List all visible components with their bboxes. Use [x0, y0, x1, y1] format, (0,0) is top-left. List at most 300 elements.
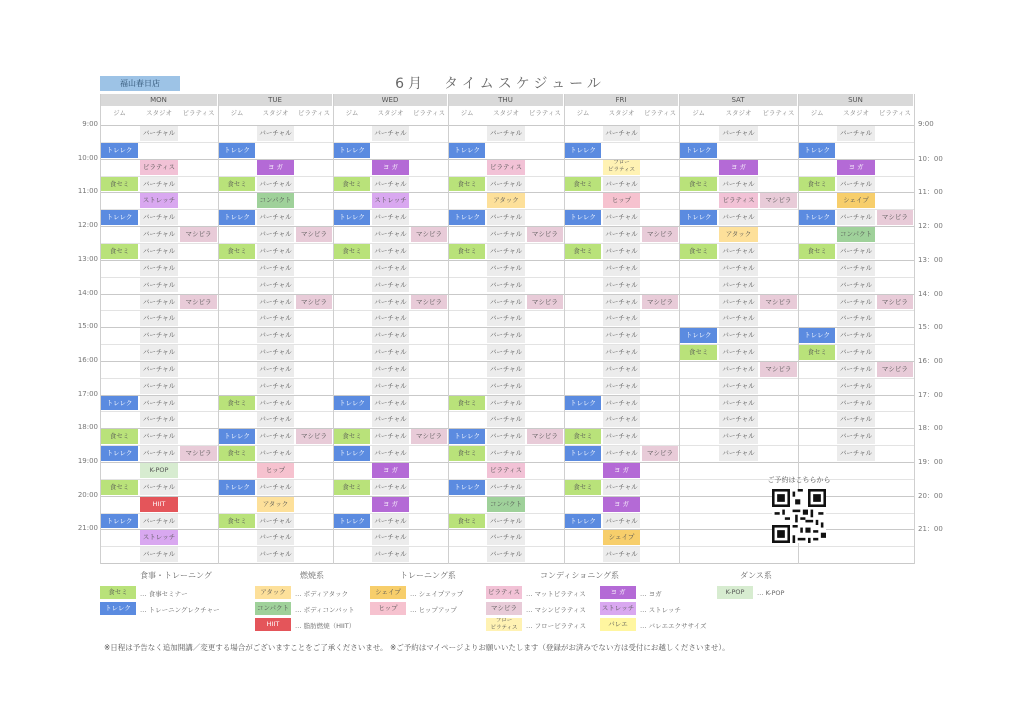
class-slot: トレレク: [449, 210, 485, 225]
time-label: 21：00: [918, 525, 943, 534]
class-slot: バーチャル: [719, 126, 757, 141]
class-slot: バーチャル: [257, 379, 294, 394]
column-header: ジム: [576, 109, 590, 117]
class-slot: ヨ ガ: [372, 463, 409, 478]
legend-label: … ヨガ: [640, 590, 662, 598]
class-slot: バーチャル: [487, 261, 524, 276]
class-slot: トレレク: [101, 210, 138, 225]
class-slot: バーチャル: [257, 126, 294, 141]
legend-badge: K-POP: [717, 586, 753, 599]
class-slot: マシピラ: [642, 227, 678, 242]
class-slot: バーチャル: [257, 429, 294, 444]
column-header: ジム: [113, 109, 126, 117]
class-slot: バーチャル: [140, 446, 178, 461]
class-slot: アタック: [487, 193, 524, 208]
class-slot: ヨ ガ: [372, 160, 409, 175]
class-slot: トレレク: [219, 480, 255, 495]
class-slot: 食セミ: [219, 177, 255, 192]
class-slot: バーチャル: [719, 177, 757, 192]
class-slot: トレレク: [565, 446, 601, 461]
legend-label: … 脂肪燃焼（HIIT）: [295, 622, 356, 630]
class-slot: バーチャル: [140, 345, 178, 360]
class-slot: バーチャル: [719, 396, 757, 411]
class-slot: バーチャル: [837, 345, 874, 360]
class-slot: バーチャル: [372, 210, 409, 225]
class-slot: バーチャル: [603, 345, 640, 360]
class-slot: バーチャル: [487, 396, 524, 411]
column-header: ピラティス: [298, 109, 330, 117]
class-slot: コンパクト: [837, 227, 874, 242]
class-slot: バーチャル: [837, 177, 874, 192]
day-header-mon: MON: [100, 94, 218, 106]
class-slot: バーチャル: [603, 429, 640, 444]
class-slot: バーチャル: [837, 429, 874, 444]
class-slot: マシピラ: [760, 193, 797, 208]
class-slot: バーチャル: [257, 412, 294, 427]
class-slot: バーチャル: [487, 480, 524, 495]
class-slot: 食セミ: [101, 177, 138, 192]
class-slot: ピラティス: [719, 193, 757, 208]
class-slot: バーチャル: [487, 210, 524, 225]
class-slot: トレレク: [219, 429, 255, 444]
column-header: ジム: [810, 109, 824, 117]
class-slot: バーチャル: [487, 177, 524, 192]
class-slot: ヨ ガ: [372, 497, 409, 512]
class-slot: バーチャル: [140, 514, 178, 529]
class-slot: フロー ピラティス: [603, 160, 640, 175]
class-slot: トレレク: [334, 396, 370, 411]
class-slot: バーチャル: [719, 328, 757, 343]
class-slot: マシピラ: [180, 295, 217, 310]
time-label: 15：00: [918, 323, 943, 332]
time-label: 17：00: [918, 390, 943, 399]
class-slot: バーチャル: [487, 311, 524, 326]
class-slot: バーチャル: [372, 514, 409, 529]
class-slot: バーチャル: [257, 261, 294, 276]
class-slot: トレレク: [334, 210, 370, 225]
legend-category: トレーニング系: [400, 571, 456, 580]
column-header: ピラティス: [878, 109, 911, 117]
class-slot: バーチャル: [372, 295, 409, 310]
class-slot: バーチャル: [603, 261, 640, 276]
class-slot: バーチャル: [372, 244, 409, 259]
class-slot: バーチャル: [603, 547, 640, 562]
time-label: 11:00: [77, 187, 98, 196]
class-slot: バーチャル: [719, 379, 757, 394]
column-header: スタジオ: [377, 109, 404, 117]
class-slot: バーチャル: [603, 295, 640, 310]
legend: [100, 570, 800, 640]
class-slot: バーチャル: [719, 261, 757, 276]
legend-label: … シェイプアップ: [410, 590, 464, 598]
legend-label: … マットピラティス: [526, 590, 586, 598]
class-slot: 食セミ: [680, 177, 717, 192]
class-slot: マシピラ: [527, 227, 563, 242]
class-slot: 食セミ: [565, 244, 601, 259]
time-label: 18:00: [77, 423, 98, 432]
class-slot: バーチャル: [257, 345, 294, 360]
class-slot: バーチャル: [837, 446, 874, 461]
class-slot: バーチャル: [603, 446, 640, 461]
class-slot: 食セミ: [101, 480, 138, 495]
class-slot: バーチャル: [837, 278, 874, 293]
class-slot: バーチャル: [487, 530, 524, 545]
class-slot: バーチャル: [837, 126, 874, 141]
legend-category: ダンス系: [740, 571, 772, 580]
class-slot: 食セミ: [449, 396, 485, 411]
class-slot: K-POP: [140, 463, 178, 478]
class-slot: バーチャル: [603, 311, 640, 326]
class-slot: バーチャル: [603, 480, 640, 495]
day-header-sat: SAT: [679, 94, 798, 106]
class-slot: バーチャル: [372, 261, 409, 276]
column-header: ピラティス: [644, 109, 676, 117]
legend-category: 燃焼系: [300, 571, 324, 580]
class-slot: バーチャル: [140, 311, 178, 326]
time-label: 10:00: [77, 153, 98, 162]
class-slot: バーチャル: [719, 244, 757, 259]
class-slot: バーチャル: [372, 446, 409, 461]
class-slot: バーチャル: [603, 177, 640, 192]
class-slot: バーチャル: [603, 362, 640, 377]
class-slot: バーチャル: [372, 278, 409, 293]
class-slot: ヨ ガ: [719, 160, 757, 175]
class-slot: マシピラ: [642, 295, 678, 310]
class-slot: バーチャル: [719, 362, 757, 377]
class-slot: バーチャル: [487, 126, 524, 141]
class-slot: トレレク: [449, 480, 485, 495]
class-slot: シェイプ: [603, 530, 640, 545]
legend-badge: ヨ ガ: [600, 586, 636, 599]
class-slot: トレレク: [334, 143, 370, 158]
class-slot: バーチャル: [603, 328, 640, 343]
class-slot: コンパクト: [257, 193, 294, 208]
class-slot: バーチャル: [372, 345, 409, 360]
column-header: ジム: [460, 109, 474, 117]
class-slot: トレレク: [799, 143, 835, 158]
day-header-thu: THU: [448, 94, 564, 106]
time-label: 9:00: [918, 120, 934, 128]
class-slot: バーチャル: [257, 278, 294, 293]
class-slot: バーチャル: [372, 227, 409, 242]
class-slot: 食セミ: [449, 446, 485, 461]
class-slot: バーチャル: [257, 514, 294, 529]
class-slot: マシピラ: [877, 210, 913, 225]
class-slot: 食セミ: [680, 345, 717, 360]
class-slot: バーチャル: [837, 328, 874, 343]
class-slot: バーチャル: [487, 379, 524, 394]
day-header-wed: WED: [333, 94, 448, 106]
legend-label: … フローピラティス: [526, 622, 587, 630]
time-label: 21:00: [77, 524, 98, 533]
class-slot: バーチャル: [487, 328, 524, 343]
class-slot: マシピラ: [296, 295, 332, 310]
class-slot: マシピラ: [296, 227, 332, 242]
class-slot: 食セミ: [101, 244, 138, 259]
class-slot: バーチャル: [837, 412, 874, 427]
class-slot: バーチャル: [140, 227, 178, 242]
time-label: 15:00: [77, 322, 98, 331]
class-slot: マシピラ: [296, 429, 332, 444]
class-slot: バーチャル: [603, 227, 640, 242]
class-slot: バーチャル: [257, 295, 294, 310]
class-slot: トレレク: [565, 210, 601, 225]
class-slot: バーチャル: [372, 311, 409, 326]
class-slot: アタック: [257, 497, 294, 512]
legend-badge: ヒップ: [370, 602, 406, 615]
day-header-sun: SUN: [798, 94, 914, 106]
class-slot: バーチャル: [140, 126, 178, 141]
class-slot: トレレク: [219, 143, 255, 158]
class-slot: トレレク: [680, 143, 717, 158]
class-slot: トレレク: [680, 328, 717, 343]
legend-label: … マシンピラティス: [526, 606, 586, 614]
time-label: 17:00: [77, 389, 98, 398]
class-slot: バーチャル: [140, 412, 178, 427]
class-slot: バーチャル: [837, 261, 874, 276]
class-slot: バーチャル: [140, 362, 178, 377]
class-slot: バーチャル: [487, 429, 524, 444]
class-slot: 食セミ: [449, 244, 485, 259]
class-slot: トレレク: [565, 396, 601, 411]
page-title: 6月 タイムスケジュール: [395, 76, 605, 92]
legend-label: … ヒップアップ: [410, 606, 457, 614]
column-header: スタジオ: [262, 109, 289, 117]
class-slot: バーチャル: [140, 261, 178, 276]
class-slot: コンパクト: [487, 497, 524, 512]
legend-badge: フロー ピラティス: [486, 618, 522, 631]
day-header-tue: TUE: [218, 94, 333, 106]
time-label: 9:00: [82, 120, 98, 128]
time-label: 10：00: [918, 154, 943, 163]
class-slot: トレレク: [565, 143, 601, 158]
class-slot: バーチャル: [140, 429, 178, 444]
qr-code-icon[interactable]: [772, 489, 826, 543]
class-slot: マシピラ: [760, 362, 797, 377]
class-slot: バーチャル: [257, 328, 294, 343]
class-slot: バーチャル: [603, 379, 640, 394]
class-slot: シェイプ: [837, 193, 874, 208]
class-slot: ヨ ガ: [257, 160, 294, 175]
legend-badge: シェイプ: [370, 586, 406, 599]
class-slot: バーチャル: [487, 345, 524, 360]
class-slot: バーチャル: [837, 311, 874, 326]
class-slot: バーチャル: [372, 396, 409, 411]
class-slot: 食セミ: [680, 244, 717, 259]
class-slot: トレレク: [101, 143, 138, 158]
class-slot: バーチャル: [487, 278, 524, 293]
time-label: 16：00: [918, 356, 943, 365]
class-slot: バーチャル: [140, 244, 178, 259]
class-slot: 食セミ: [219, 244, 255, 259]
class-slot: トレレク: [334, 514, 370, 529]
class-slot: 食セミ: [334, 244, 370, 259]
legend-label: … ボディコンバット: [295, 606, 355, 614]
class-slot: バーチャル: [603, 412, 640, 427]
class-slot: 食セミ: [799, 244, 835, 259]
legend-badge: HIIT: [255, 618, 291, 631]
class-slot: トレレク: [799, 210, 835, 225]
class-slot: バーチャル: [372, 362, 409, 377]
legend-label: … ストレッチ: [640, 606, 682, 614]
column-header: ピラティス: [762, 109, 795, 117]
legend-badge: コンパクト: [255, 602, 291, 615]
class-slot: バーチャル: [257, 530, 294, 545]
class-slot: バーチャル: [719, 429, 757, 444]
class-slot: バーチャル: [487, 514, 524, 529]
class-slot: バーチャル: [140, 295, 178, 310]
class-slot: 食セミ: [219, 514, 255, 529]
class-slot: ストレッチ: [140, 193, 178, 208]
class-slot: バーチャル: [719, 210, 757, 225]
class-slot: バーチャル: [603, 278, 640, 293]
class-slot: 食セミ: [799, 345, 835, 360]
time-label: 20:00: [77, 490, 98, 499]
time-label: 13:00: [77, 254, 98, 263]
class-slot: バーチャル: [257, 210, 294, 225]
class-slot: バーチャル: [837, 295, 874, 310]
class-slot: バーチャル: [719, 412, 757, 427]
legend-badge: ピラティス: [486, 586, 522, 599]
class-slot: 食セミ: [565, 177, 601, 192]
class-slot: バーチャル: [140, 396, 178, 411]
class-slot: バーチャル: [487, 412, 524, 427]
class-slot: バーチャル: [257, 244, 294, 259]
class-slot: バーチャル: [257, 446, 294, 461]
class-slot: マシピラ: [411, 227, 447, 242]
legend-category: コンディショニング系: [540, 571, 620, 580]
qr-label: ご予約はこちらから: [767, 476, 831, 484]
column-header: スタジオ: [145, 109, 172, 117]
time-label: 19:00: [77, 457, 98, 465]
class-slot: バーチャル: [372, 429, 409, 444]
class-slot: トレレク: [565, 514, 601, 529]
class-slot: マシピラ: [180, 446, 217, 461]
class-slot: バーチャル: [257, 177, 294, 192]
class-slot: トレレク: [219, 210, 255, 225]
column-header: ピラティス: [413, 109, 445, 117]
class-slot: バーチャル: [603, 514, 640, 529]
class-slot: マシピラ: [527, 429, 563, 444]
class-slot: マシピラ: [527, 295, 563, 310]
class-slot: バーチャル: [837, 362, 874, 377]
class-slot: バーチャル: [603, 210, 640, 225]
legend-badge: ストレッチ: [600, 602, 636, 615]
class-slot: バーチャル: [603, 396, 640, 411]
class-slot: バーチャル: [140, 379, 178, 394]
legend-badge: マシピラ: [486, 602, 522, 615]
column-header: ジム: [230, 109, 244, 117]
time-label: 11：00: [918, 188, 943, 197]
column-header: スタジオ: [725, 109, 752, 117]
class-slot: ヒップ: [257, 463, 294, 478]
class-slot: ヒップ: [603, 193, 640, 208]
class-slot: バーチャル: [140, 177, 178, 192]
class-slot: バーチャル: [487, 446, 524, 461]
legend-label: … バレエエクササイズ: [640, 622, 707, 630]
column-header: スタジオ: [608, 109, 635, 117]
class-slot: 食セミ: [565, 480, 601, 495]
class-slot: 食セミ: [219, 396, 255, 411]
class-slot: ピラティス: [487, 160, 524, 175]
class-slot: バーチャル: [140, 480, 178, 495]
legend-label: … K-POP: [757, 589, 785, 597]
class-slot: トレレク: [101, 514, 138, 529]
class-slot: マシピラ: [180, 227, 217, 242]
class-slot: トレレク: [449, 143, 485, 158]
class-slot: ピラティス: [487, 463, 524, 478]
class-slot: バーチャル: [257, 311, 294, 326]
legend-category: 食事・トレーニング: [140, 571, 212, 580]
class-slot: バーチャル: [719, 345, 757, 360]
reservation-qr-block: [744, 475, 854, 550]
class-slot: マシピラ: [760, 295, 797, 310]
class-slot: バーチャル: [837, 210, 874, 225]
time-label: 12：00: [918, 222, 943, 231]
class-slot: バーチャル: [603, 244, 640, 259]
class-slot: 食セミ: [449, 514, 485, 529]
legend-label: … トレーニングレクチャー: [140, 606, 220, 614]
class-slot: ストレッチ: [372, 193, 409, 208]
class-slot: マシピラ: [877, 295, 913, 310]
class-slot: バーチャル: [257, 396, 294, 411]
class-slot: バーチャル: [257, 362, 294, 377]
column-header: ジム: [692, 109, 705, 117]
class-slot: バーチャル: [140, 328, 178, 343]
class-slot: バーチャル: [487, 295, 524, 310]
class-slot: 食セミ: [334, 177, 370, 192]
column-header: ピラティス: [528, 109, 561, 117]
class-slot: 食セミ: [334, 480, 370, 495]
class-slot: バーチャル: [257, 480, 294, 495]
class-slot: トレレク: [101, 446, 138, 461]
column-header: スタジオ: [492, 109, 519, 117]
class-slot: トレレク: [334, 446, 370, 461]
time-label: 14:00: [77, 288, 98, 297]
class-slot: バーチャル: [372, 480, 409, 495]
time-label: 20：00: [918, 491, 943, 500]
legend-badge: 食セミ: [100, 586, 136, 599]
store-name-badge: 福山春日店: [100, 76, 180, 91]
time-label: 19：00: [918, 458, 943, 466]
time-label: 12:00: [77, 221, 98, 230]
time-label: 13：00: [918, 255, 943, 264]
legend-badge: アタック: [255, 586, 291, 599]
column-header: ジム: [345, 109, 359, 117]
class-slot: ストレッチ: [140, 530, 178, 545]
class-slot: バーチャル: [719, 278, 757, 293]
class-slot: バーチャル: [372, 412, 409, 427]
class-slot: バーチャル: [372, 177, 409, 192]
legend-badge: バレエ: [600, 618, 636, 631]
class-slot: 食セミ: [334, 429, 370, 444]
class-slot: マシピラ: [411, 429, 447, 444]
class-slot: バーチャル: [372, 126, 409, 141]
class-slot: バーチャル: [603, 126, 640, 141]
legend-label: … 食事セミナー: [140, 590, 188, 598]
column-header: スタジオ: [842, 109, 869, 117]
class-slot: 食セミ: [449, 177, 485, 192]
class-slot: バーチャル: [837, 396, 874, 411]
class-slot: バーチャル: [719, 446, 757, 461]
time-label: 14：00: [918, 289, 943, 298]
class-slot: トレレク: [449, 429, 485, 444]
class-slot: 食セミ: [219, 446, 255, 461]
class-slot: ヨ ガ: [837, 160, 874, 175]
class-slot: バーチャル: [372, 530, 409, 545]
class-slot: バーチャル: [372, 379, 409, 394]
footer-note: ※日程は予告なく追加開講／変更する場合がございますことをご了承くださいませ。 ※ご予約はマイページよりお願いいたします（登録がお済みでない方は受付にお越しくださいませ）。: [104, 643, 730, 652]
